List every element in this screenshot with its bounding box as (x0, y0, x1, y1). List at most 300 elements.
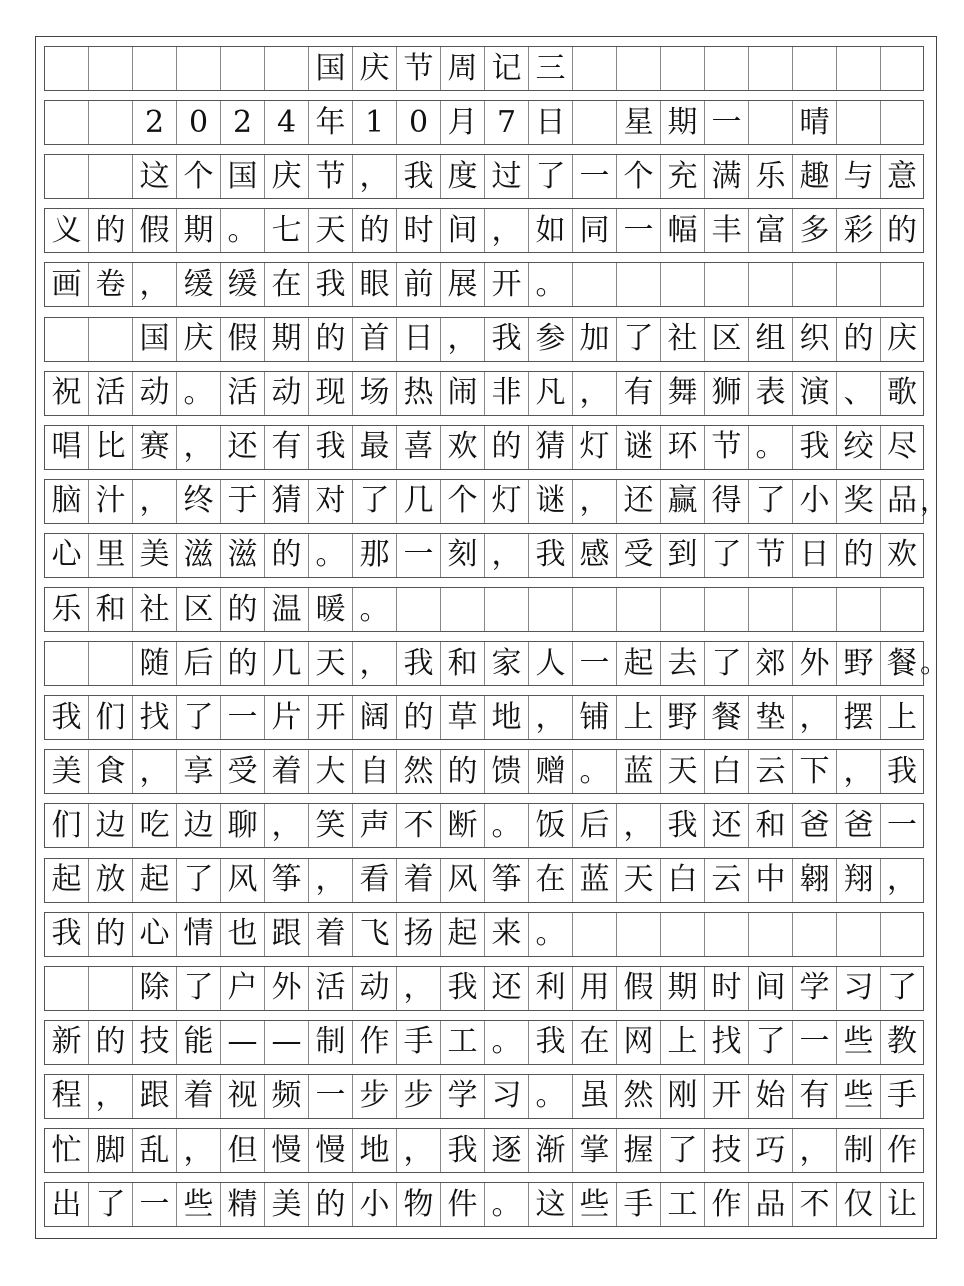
grid-cell: 我 (440, 967, 484, 1010)
margin-punctuation: ， (920, 483, 949, 517)
grid-cell: 云 (748, 750, 792, 793)
grid-cell: 美 (132, 534, 176, 577)
grid-cell: 晴 (792, 101, 836, 144)
grid-cell: 记 (484, 47, 528, 90)
grid-cell: 和 (88, 588, 132, 631)
grid-cell: 一 (572, 155, 616, 198)
grid-line (44, 1128, 924, 1173)
grid-cell: 节 (308, 155, 352, 198)
grid-cell: 刻 (440, 534, 484, 577)
grid-cell: 天 (616, 859, 660, 902)
grid-cell: 制 (308, 1021, 352, 1064)
grid-cell: 品 (748, 1183, 792, 1226)
grid-cell: 猜 (264, 480, 308, 523)
grid-cell: 喜 (396, 426, 440, 469)
grid-cell: 一 (572, 642, 616, 685)
grid-cell: 起 (44, 859, 88, 902)
grid-cell: 技 (132, 1021, 176, 1064)
grid-cell: 。 (484, 1021, 528, 1064)
grid-line (44, 262, 924, 307)
grid-cell: 奖 (836, 480, 880, 523)
grid-cell: 现 (308, 372, 352, 415)
grid-cell: ， (572, 480, 616, 523)
grid-cell (880, 47, 924, 90)
grid-cell: 庆 (264, 155, 308, 198)
grid-cell: 开 (704, 1075, 748, 1118)
grid-cell: 有 (792, 1075, 836, 1118)
grid-cell: 了 (176, 859, 220, 902)
grid-cell: 利 (528, 967, 572, 1010)
grid-cell: ， (396, 1129, 440, 1172)
grid-cell: 假 (132, 209, 176, 252)
grid-cell: 2 (132, 101, 176, 144)
grid-cell: 步 (396, 1075, 440, 1118)
grid-cell: 绞 (836, 426, 880, 469)
grid-cell: ， (132, 263, 176, 306)
grid-cell: 我 (308, 263, 352, 306)
grid-cell: 白 (704, 750, 748, 793)
grid-cell: 心 (132, 913, 176, 956)
grid-cell: 一 (880, 804, 924, 847)
grid-cell (616, 47, 660, 90)
grid-cell: 精 (220, 1183, 264, 1226)
grid-cell: 我 (660, 804, 704, 847)
grid-cell: 找 (132, 696, 176, 739)
grid-cell: 。 (176, 372, 220, 415)
grid-cell: 首 (352, 318, 396, 361)
grid-cell: 工 (440, 1021, 484, 1064)
grid-cell: 的 (88, 1021, 132, 1064)
grid-cell (88, 155, 132, 198)
grid-cell: 灯 (484, 480, 528, 523)
grid-cell: 活 (220, 372, 264, 415)
grid-cell (44, 155, 88, 198)
grid-cell: 舞 (660, 372, 704, 415)
grid-cell: 间 (440, 209, 484, 252)
grid-line (44, 154, 924, 199)
grid-cell (44, 967, 88, 1010)
grid-cell: 视 (220, 1075, 264, 1118)
grid-cell (660, 913, 704, 956)
grid-cell: 飞 (352, 913, 396, 956)
grid-cell: 一 (792, 1021, 836, 1064)
grid-cell: 温 (264, 588, 308, 631)
grid-cell (792, 47, 836, 90)
grid-cell: 了 (616, 318, 660, 361)
grid-cell: 除 (132, 967, 176, 1010)
grid-cell: 上 (660, 1021, 704, 1064)
grid-cell: 蓝 (616, 750, 660, 793)
grid-line (44, 641, 924, 686)
grid-cell: 7 (484, 101, 528, 144)
grid-cell: 习 (484, 1075, 528, 1118)
grid-cell (660, 47, 704, 90)
grid-cell: 学 (792, 967, 836, 1010)
grid-cell: 作 (880, 1129, 924, 1172)
grid-cell: 后 (176, 642, 220, 685)
grid-cell: 义 (44, 209, 88, 252)
grid-cell: 摆 (836, 696, 880, 739)
grid-line (44, 479, 924, 524)
grid-cell: 天 (308, 209, 352, 252)
grid-cell: 赛 (132, 426, 176, 469)
grid-cell: 的 (836, 318, 880, 361)
grid-cell (748, 588, 792, 631)
grid-cell: 起 (440, 913, 484, 956)
grid-cell: 汁 (88, 480, 132, 523)
grid-cell: 心 (44, 534, 88, 577)
grid-cell: 小 (792, 480, 836, 523)
grid-cell: 片 (264, 696, 308, 739)
grid-cell: 手 (396, 1021, 440, 1064)
grid-cell (748, 47, 792, 90)
grid-cell (88, 101, 132, 144)
grid-cell: 0 (176, 101, 220, 144)
grid-cell (572, 263, 616, 306)
grid-cell (836, 47, 880, 90)
grid-cell: 这 (132, 155, 176, 198)
grid-cell: 也 (220, 913, 264, 956)
grid-cell: ， (352, 155, 396, 198)
grid-cell: 1 (352, 101, 396, 144)
grid-cell: 了 (176, 696, 220, 739)
grid-cell: 着 (396, 859, 440, 902)
grid-cell: 祝 (44, 372, 88, 415)
grid-cell: 乐 (44, 588, 88, 631)
grid-cell: 翱 (792, 859, 836, 902)
grid-cell: 一 (220, 696, 264, 739)
grid-cell: 我 (880, 750, 924, 793)
grid-cell (660, 588, 704, 631)
grid-cell: ， (264, 804, 308, 847)
grid-cell: 间 (748, 967, 792, 1010)
grid-cell: 同 (572, 209, 616, 252)
grid-cell (44, 642, 88, 685)
grid-cell: 活 (308, 967, 352, 1010)
grid-cell: 放 (88, 859, 132, 902)
grid-cell (132, 47, 176, 90)
grid-cell: 赠 (528, 750, 572, 793)
grid-cell (44, 47, 88, 90)
grid-cell: 年 (308, 101, 352, 144)
grid-cell: 节 (748, 534, 792, 577)
grid-cell (176, 47, 220, 90)
grid-cell (572, 913, 616, 956)
grid-cell: 社 (660, 318, 704, 361)
grid-cell: 餐 (704, 696, 748, 739)
grid-cell: 猜 (528, 426, 572, 469)
grid-cell: 。 (528, 1075, 572, 1118)
grid-cell: 度 (440, 155, 484, 198)
grid-cell: 始 (748, 1075, 792, 1118)
grid-cell: 野 (836, 642, 880, 685)
grid-cell: 一 (132, 1183, 176, 1226)
grid-cell: 还 (484, 967, 528, 1010)
grid-cell: 的 (264, 534, 308, 577)
grid-cell: 区 (176, 588, 220, 631)
grid-cell: 期 (264, 318, 308, 361)
grid-cell: 渐 (528, 1129, 572, 1172)
grid-line (44, 371, 924, 416)
grid-cell: 白 (660, 859, 704, 902)
grid-cell: 感 (572, 534, 616, 577)
grid-cell: 期 (176, 209, 220, 252)
grid-cell: ， (88, 1075, 132, 1118)
grid-line (44, 425, 924, 470)
grid-cell: 慢 (308, 1129, 352, 1172)
grid-cell (220, 47, 264, 90)
grid-cell: 声 (352, 804, 396, 847)
grid-cell: 在 (264, 263, 308, 306)
grid-cell: 了 (528, 155, 572, 198)
grid-cell: 着 (176, 1075, 220, 1118)
grid-cell: 庆 (176, 318, 220, 361)
grid-cell: ， (176, 426, 220, 469)
grid-cell (396, 588, 440, 631)
grid-cell: 灯 (572, 426, 616, 469)
grid-cell: 然 (396, 750, 440, 793)
grid-cell: 暖 (308, 588, 352, 631)
grid-cell: ， (484, 534, 528, 577)
grid-cell: 几 (264, 642, 308, 685)
grid-cell: ， (792, 1129, 836, 1172)
grid-cell: 的 (396, 696, 440, 739)
grid-cell: 技 (704, 1129, 748, 1172)
grid-cell: 了 (748, 1021, 792, 1064)
grid-cell: 刚 (660, 1075, 704, 1118)
grid-line (44, 1074, 924, 1119)
grid-cell: 画 (44, 263, 88, 306)
grid-cell: 社 (132, 588, 176, 631)
grid-cell: 受 (616, 534, 660, 577)
grid-cell: 巧 (748, 1129, 792, 1172)
grid-cell (748, 913, 792, 956)
grid-cell: 过 (484, 155, 528, 198)
grid-cell: 教 (880, 1021, 924, 1064)
grid-line (44, 208, 924, 253)
grid-cell: 的 (220, 642, 264, 685)
grid-cell (880, 263, 924, 306)
grid-cell: 作 (352, 1021, 396, 1064)
grid-cell: 虽 (572, 1075, 616, 1118)
grid-cell: 最 (352, 426, 396, 469)
grid-cell: 笑 (308, 804, 352, 847)
grid-cell: 期 (660, 101, 704, 144)
grid-cell: ， (880, 859, 924, 902)
grid-cell: 郊 (748, 642, 792, 685)
grid-cell: 网 (616, 1021, 660, 1064)
grid-cell: 缓 (220, 263, 264, 306)
grid-cell: 吃 (132, 804, 176, 847)
grid-cell: 一 (616, 209, 660, 252)
grid-cell (572, 101, 616, 144)
grid-cell: 欢 (440, 426, 484, 469)
grid-cell: 还 (616, 480, 660, 523)
grid-line (44, 695, 924, 740)
grid-cell: 假 (220, 318, 264, 361)
grid-cell: 来 (484, 913, 528, 956)
grid-cell: 和 (748, 804, 792, 847)
grid-cell (880, 913, 924, 956)
grid-cell (528, 588, 572, 631)
grid-cell: 2 (220, 101, 264, 144)
grid-cell: 满 (704, 155, 748, 198)
grid-cell: 跟 (264, 913, 308, 956)
grid-cell: 物 (396, 1183, 440, 1226)
grid-cell: 我 (44, 696, 88, 739)
grid-cell: 0 (396, 101, 440, 144)
grid-cell (792, 263, 836, 306)
grid-cell (660, 263, 704, 306)
grid-cell: 了 (660, 1129, 704, 1172)
grid-cell: 有 (616, 372, 660, 415)
grid-cell: 起 (132, 859, 176, 902)
grid-cell: ， (132, 480, 176, 523)
grid-cell: 个 (176, 155, 220, 198)
grid-cell: 歌 (880, 372, 924, 415)
grid-cell: 天 (308, 642, 352, 685)
grid-cell: 尽 (880, 426, 924, 469)
grid-cell: 有 (264, 426, 308, 469)
grid-cell: 外 (264, 967, 308, 1010)
grid-cell (616, 913, 660, 956)
grid-cell: 谜 (616, 426, 660, 469)
grid-cell: ， (352, 642, 396, 685)
grid-cell: 个 (440, 480, 484, 523)
grid-line (44, 912, 924, 957)
grid-line (44, 966, 924, 1011)
grid-cell: 乐 (748, 155, 792, 198)
grid-cell: 眼 (352, 263, 396, 306)
grid-cell: 。 (308, 534, 352, 577)
grid-line (44, 533, 924, 578)
grid-cell: 日 (528, 101, 572, 144)
grid-cell: 爸 (836, 804, 880, 847)
grid-cell: ， (528, 696, 572, 739)
grid-cell: 与 (836, 155, 880, 198)
grid-cell: 外 (792, 642, 836, 685)
grid-cell: 一 (704, 101, 748, 144)
grid-cell: 、 (836, 372, 880, 415)
grid-cell: 了 (704, 642, 748, 685)
grid-cell (704, 47, 748, 90)
grid-cell: 的 (88, 209, 132, 252)
grid-cell (88, 642, 132, 685)
grid-cell: 庆 (880, 318, 924, 361)
grid-cell (836, 588, 880, 631)
grid-cell: 幅 (660, 209, 704, 252)
grid-cell: 假 (616, 967, 660, 1010)
grid-cell: 边 (88, 804, 132, 847)
grid-cell: 展 (440, 263, 484, 306)
grid-cell: 的 (88, 913, 132, 956)
grid-cell: 自 (352, 750, 396, 793)
grid-cell: 时 (704, 967, 748, 1010)
grid-cell: 丰 (704, 209, 748, 252)
grid-cell: 垫 (748, 696, 792, 739)
grid-cell: 家 (484, 642, 528, 685)
grid-cell: 的 (836, 534, 880, 577)
grid-cell: 频 (264, 1075, 308, 1118)
grid-cell: 餐 (880, 642, 924, 685)
grid-cell: 织 (792, 318, 836, 361)
grid-cell: 看 (352, 859, 396, 902)
grid-cell: — (264, 1021, 308, 1064)
grid-cell: 手 (616, 1183, 660, 1226)
grid-cell: 风 (220, 859, 264, 902)
grid-cell: 蓝 (572, 859, 616, 902)
grid-cell: 了 (352, 480, 396, 523)
grid-cell: 翔 (836, 859, 880, 902)
grid-cell (836, 913, 880, 956)
grid-cell: 制 (836, 1129, 880, 1172)
grid-cell: 程 (44, 1075, 88, 1118)
grid-line (44, 858, 924, 903)
grid-cell: 国 (220, 155, 264, 198)
grid-cell: 比 (88, 426, 132, 469)
grid-cell: 几 (396, 480, 440, 523)
grid-cell: 庆 (352, 47, 396, 90)
grid-line (44, 1020, 924, 1065)
grid-cell: 表 (748, 372, 792, 415)
grid-cell: 开 (484, 263, 528, 306)
grid-cell: 。 (528, 263, 572, 306)
grid-cell: 节 (704, 426, 748, 469)
grid-cell (880, 101, 924, 144)
grid-cell: 了 (704, 534, 748, 577)
grid-cell: 逐 (484, 1129, 528, 1172)
grid-cell: ， (308, 859, 352, 902)
grid-cell: ， (484, 209, 528, 252)
grid-cell (572, 588, 616, 631)
grid-cell: 但 (220, 1129, 264, 1172)
grid-cell (704, 263, 748, 306)
grid-cell: 情 (176, 913, 220, 956)
grid-cell: 还 (220, 426, 264, 469)
grid-cell: 能 (176, 1021, 220, 1064)
grid-cell: 新 (44, 1021, 88, 1064)
grid-line (44, 803, 924, 848)
grid-cell: 品 (880, 480, 924, 523)
grid-cell: 工 (660, 1183, 704, 1226)
grid-cell: 参 (528, 318, 572, 361)
grid-cell: 我 (396, 155, 440, 198)
grid-cell: 日 (396, 318, 440, 361)
grid-cell: 的 (220, 588, 264, 631)
grid-cell: 去 (660, 642, 704, 685)
grid-cell: 星 (616, 101, 660, 144)
grid-cell (836, 101, 880, 144)
grid-cell: 滋 (220, 534, 264, 577)
margin-punctuation: 。 (920, 646, 949, 680)
grid-cell: 仅 (836, 1183, 880, 1226)
grid-cell: 节 (396, 47, 440, 90)
grid-cell: 如 (528, 209, 572, 252)
grid-cell (572, 47, 616, 90)
grid-cell (264, 47, 308, 90)
grid-cell: 那 (352, 534, 396, 577)
grid-cell: 我 (528, 1021, 572, 1064)
grid-cell: 动 (132, 372, 176, 415)
grid-cell: 爸 (792, 804, 836, 847)
grid-cell: ， (616, 804, 660, 847)
grid-line (44, 317, 924, 362)
grid-cell: 出 (44, 1183, 88, 1226)
grid-cell (792, 588, 836, 631)
grid-cell: 。 (484, 1183, 528, 1226)
grid-cell (616, 588, 660, 631)
grid-cell: 阔 (352, 696, 396, 739)
